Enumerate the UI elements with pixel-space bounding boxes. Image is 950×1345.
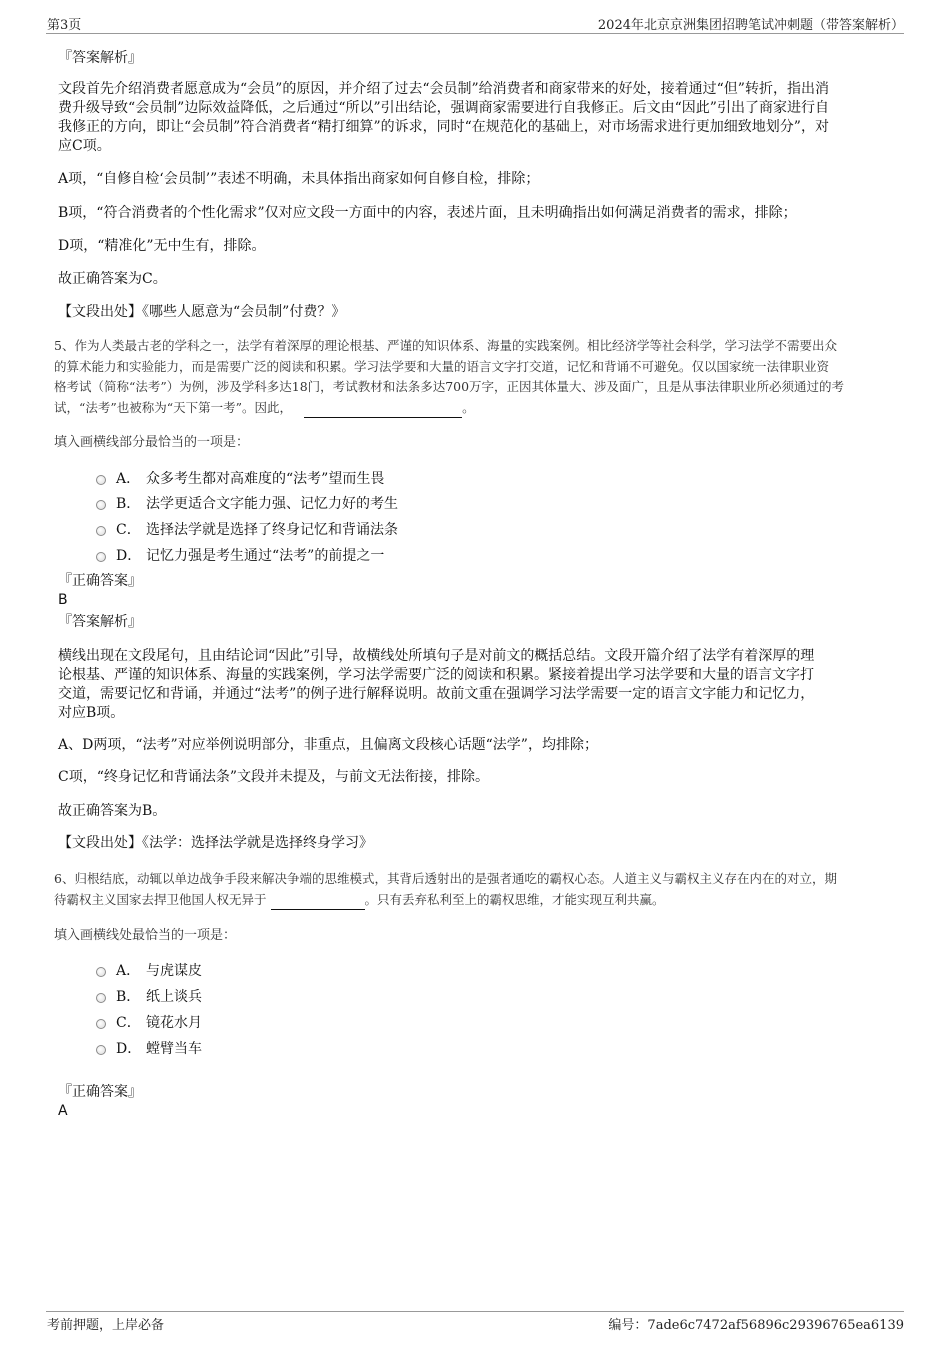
correct-answer-value: A: [58, 1103, 68, 1119]
option-a-analysis: A项，“自修自检‘会员制’”表述不明确，未具体指出商家如何自修自检，排除；: [58, 171, 540, 187]
document-id: 编号：7ade6c7472af56896c29396765ea6139: [608, 1318, 904, 1333]
radio-button[interactable]: [96, 1019, 106, 1029]
correct-answer-label: 『正确答案』: [58, 573, 142, 589]
correct-answer-statement: 故正确答案为B。: [58, 803, 167, 819]
option-text: 纸上谈兵: [146, 989, 202, 1005]
stem-text: 试，“法考”也被称为“天下第一考”。因此，: [54, 399, 293, 415]
stem-text: 。: [462, 399, 475, 415]
question-6-option-b[interactable]: [96, 986, 202, 1006]
passage-source: 【文段出处】《法学：选择法学就是选择终身学习》: [58, 835, 373, 851]
radio-button[interactable]: [96, 526, 106, 536]
stem-line-last: [54, 398, 896, 419]
radio-button[interactable]: [96, 993, 106, 1003]
radio-button[interactable]: [96, 967, 106, 977]
option-text: 记忆力强是考生通过“法考”的前提之一: [146, 548, 385, 564]
option-letter: A．: [116, 471, 141, 487]
radio-button[interactable]: [96, 1045, 106, 1055]
question-6-option-c[interactable]: [96, 1012, 202, 1032]
question-5-option-d[interactable]: [96, 545, 384, 565]
radio-button[interactable]: [96, 500, 106, 510]
option-text: 螳臂当车: [146, 1041, 202, 1057]
option-letter: D．: [116, 1041, 142, 1057]
stem-text: 。只有丢弃私利至上的霸权思维，才能实现互利共赢。: [364, 891, 665, 907]
question-6-stem: [54, 869, 896, 910]
option-letter: B．: [116, 989, 141, 1005]
question-5-stem: [54, 336, 896, 418]
stem-text: 待霸权主义国家去捍卫他国人权无异于: [54, 891, 267, 907]
options-ad-analysis: A、D两项，“法考”对应举例说明部分，非重点，且偏离文段核心话题“法学”，均排除；: [58, 737, 598, 753]
question-5-option-c[interactable]: [96, 519, 398, 539]
question-6-option-d[interactable]: [96, 1038, 202, 1058]
footer-slogan: 考前押题，上岸必备: [47, 1318, 165, 1333]
option-text: 法学更适合文字能力强、记忆力好的考生: [146, 496, 398, 512]
page-number: 第3页: [47, 18, 82, 33]
stem-line: 6、归根结底，动辄以单边战争手段来解决争端的思维模式，其背后透射出的是强者通吃的霸权心态。人道主义与霸权主义存在内在的对立，期: [54, 871, 837, 886]
analysis-line: 论根基、严谨的知识体系、海量的实践案例，学习法学需要广泛的阅读和积累。紧接着提出学习法学要和大量的语言文字打: [58, 667, 814, 683]
stem-line: 的算术能力和实验能力，而是需要广泛的阅读和积累。学习法学要和大量的语言文字打交道，记忆和背诵不可避免。仅以国家统一法律职业资: [54, 358, 830, 374]
option-c-analysis: C项，“终身记忆和背诵法条”文段并未提及，与前文无法衔接，排除。: [58, 769, 490, 785]
radio-button[interactable]: [96, 475, 106, 485]
analysis-paragraph: [58, 647, 896, 723]
question-5-option-a[interactable]: [96, 468, 384, 488]
question-5-option-b[interactable]: [96, 493, 398, 513]
analysis-paragraph: [58, 80, 896, 156]
stem-line: 5、作为人类最古老的学科之一，法学有着深厚的理论根基、严谨的知识体系、海量的实践案例。相比经济学等社会科学，学习法学不需要出众: [54, 338, 837, 353]
option-letter: B．: [116, 496, 141, 512]
header-rule: [46, 33, 904, 34]
correct-answer-value: B: [58, 592, 68, 608]
stem-line-last: [54, 890, 896, 911]
option-text: 镜花水月: [146, 1015, 202, 1031]
fill-in-blank: [304, 404, 462, 418]
option-text: 选择法学就是选择了终身记忆和背诵法条: [146, 522, 398, 538]
analysis-line: 对应B项。: [58, 705, 125, 721]
option-letter: A．: [116, 963, 141, 979]
option-b-analysis: B项，“符合消费者的个性化需求”仅对应文段一方面中的内容，表述片面，且未明确指出如何满足消费者的需求，排除；: [58, 205, 797, 221]
option-text: 与虎谋皮: [146, 963, 202, 979]
analysis-label: 『答案解析』: [58, 614, 142, 630]
analysis-line: 应C项。: [58, 138, 111, 154]
option-text: 众多考生都对高难度的“法考”望而生畏: [146, 471, 385, 487]
analysis-line: 费升级导致“会员制”边际效益降低，之后通过“所以”引出结论，强调商家需要进行自我修正。后文由“因此”引出了商家进行自: [58, 100, 829, 116]
option-d-analysis: D项，“精准化”无中生有，排除。: [58, 238, 266, 254]
question-6-option-a[interactable]: [96, 960, 202, 980]
passage-source: 【文段出处】《哪些人愿意为“会员制”付费？》: [58, 304, 346, 320]
option-letter: D．: [116, 548, 142, 564]
correct-answer-label: 『正确答案』: [58, 1084, 142, 1100]
analysis-line: 交道，需要记忆和背诵，并通过“法考”的例子进行解释说明。故前文重在强调学习法学需要一定的语言文字能力和记忆力，: [58, 686, 815, 702]
fill-in-blank: [271, 896, 365, 910]
correct-answer-statement: 故正确答案为C。: [58, 271, 167, 287]
question-5-prompt: 填入画横线部分最恰当的一项是：: [54, 435, 250, 450]
footer-rule: [46, 1311, 904, 1312]
analysis-line: 文段首先介绍消费者愿意成为“会员”的原因，并介绍了过去“会员制”给消费者和商家带来的好处，接着通过“但”转折，指出消: [58, 81, 829, 97]
analysis-label: 『答案解析』: [58, 50, 142, 66]
option-letter: C．: [116, 1015, 141, 1031]
analysis-line: 横线出现在文段尾句，且由结论词“因此”引导，故横线处所填句子是对前文的概括总结。文段开篇介绍了法学有着深厚的理: [58, 648, 815, 664]
option-letter: C．: [116, 522, 141, 538]
radio-button[interactable]: [96, 552, 106, 562]
question-6-prompt: 填入画横线处最恰当的一项是：: [54, 928, 237, 943]
analysis-line: 我修正的方向，即让“会员制”符合消费者“精打细算”的诉求，同时“在规范化的基础上，对市场需求进行更加细致地划分”，对: [58, 119, 829, 135]
document-title: 2024年北京京洲集团招聘笔试冲刺题（带答案解析）: [597, 18, 904, 33]
stem-line: 格考试（简称“法考”）为例，涉及学科多达18门，考试教材和法条多达700万字，正因其体量大、涉及面广，且是从事法律职业所必须通过的考: [54, 379, 845, 394]
